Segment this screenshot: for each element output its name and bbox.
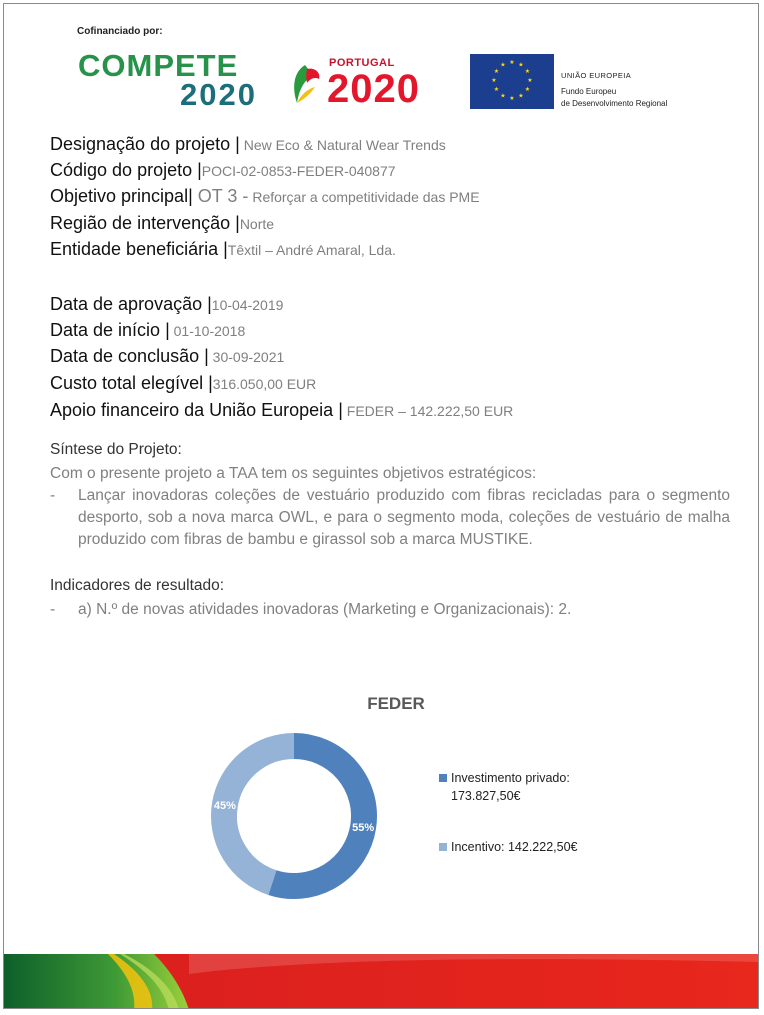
svg-text:★: ★ xyxy=(500,61,506,69)
sintese-bullet: - Lançar inovadoras coleções de vestuário produzido com fibras recicladas para o segmento desporto, sob a nova marca OWL, e para o segmento moda, coleções de vestuário de malha produzido com fibras de bambu e girassol sob a marca MUSTIKE. xyxy=(50,487,730,548)
sintese-intro: Com o presente projeto a TAA tem os seguintes objetivos estratégicos: xyxy=(50,465,537,482)
objetivo-row: Objetivo principal| OT 3 - Reforçar a competitividade das PME xyxy=(50,186,480,206)
document-page: Cofinanciado por: COMPETE 2020 PORTUGAL 2020 ★ ★ ★ ★ ★ ★ ★ ★ ★ ★ ★ ★ UNIÃO EUROPEIA Fundo Europeu de Desenvolvimento Regional Designação do projeto | New Eco & Natural Wear Trends Código do projeto |POCI-02-0853-FEDER-040877 Objetivo principal| OT 3 - Reforçar a competitividade das PME Região de intervenção |Norte Entidade beneficiária |Têxtil – André Amaral, Lda. Data de aprovação |10-04-2019 Data de início | 01-10-2018 Data de conclusão | 30-09-2021 Custo total elegível |316.050,00 EUR Apoio financeiro da União Europeia | FEDER – 142.222,50 EUR Síntese do Projeto: Com o presente projeto a TAA tem os seguintes objetivos estratégicos: - Lançar inovadoras coleções de vestuário produzido com fibras recicladas para o segmento desporto, sob a nova marca OWL, e para o segmento moda, coleções de vestuário de malha produzido com fibras de bambu e girassol sob a marca MUSTIKE. Indicadores de resultado: - a) N.º de novas atividades inovadoras (Marketing e Organizacionais): 2. FEDER 55% 45% Investimento privado: 173.827,50€ Incentivo: 142.222,50€ xyxy=(3,3,759,1009)
indicadores-item: - a) N.º de novas atividades inovadoras (Marketing e Organizacionais): 2. xyxy=(50,601,572,618)
sintese-title: Síntese do Projeto: xyxy=(50,441,182,458)
svg-text:★: ★ xyxy=(518,61,524,69)
chart-title: FEDER xyxy=(367,694,425,713)
footer-banner xyxy=(4,954,759,1009)
donut-data-label-0: 55% xyxy=(352,821,375,834)
sintese-body xyxy=(50,463,730,551)
svg-text:★: ★ xyxy=(500,92,506,100)
regiao-row: Região de intervenção |Norte xyxy=(50,213,275,233)
legend-swatch-investimento xyxy=(439,774,447,782)
svg-text:★: ★ xyxy=(491,77,497,84)
svg-text:★: ★ xyxy=(509,95,515,102)
donut-slice-0 xyxy=(272,746,364,886)
legend-swatch-incentivo xyxy=(439,843,447,851)
inicio-row: Data de início | 01-10-2018 xyxy=(50,320,246,340)
svg-text:★: ★ xyxy=(493,68,500,75)
cofinanciado-label: Cofinanciado por: xyxy=(77,26,163,37)
svg-text:★: ★ xyxy=(527,77,533,84)
svg-text:★: ★ xyxy=(518,92,524,100)
eu-label: UNIÃO EUROPEIA xyxy=(561,71,632,80)
apoio-row: Apoio financeiro da União Europeia | FEDER – 142.222,50 EUR xyxy=(50,400,514,420)
donut-chart xyxy=(194,716,394,916)
indicadores-title: Indicadores de resultado: xyxy=(50,577,225,594)
svg-text:★: ★ xyxy=(493,86,500,93)
conclusao-row: Data de conclusão | 30-09-2021 xyxy=(50,346,285,366)
designacao-row: Designação do projeto | New Eco & Natural Wear Trends xyxy=(50,134,446,154)
aprovacao-row: Data de aprovação |10-04-2019 xyxy=(50,294,284,314)
donut-data-label-1: 45% xyxy=(213,800,236,813)
custo-row: Custo total elegível |316.050,00 EUR xyxy=(50,373,317,393)
codigo-row: Código do projeto |POCI-02-0853-FEDER-040877 xyxy=(50,160,396,180)
eu-fund-line1: Fundo Europeu xyxy=(561,87,617,96)
eu-feder-logo xyxy=(470,54,668,109)
svg-text:★: ★ xyxy=(509,59,515,66)
entidade-row: Entidade beneficiária |Têxtil – André Amaral, Lda. xyxy=(50,239,396,259)
legend-item-incentivo: Incentivo: 142.222,50€ xyxy=(439,840,578,854)
portugal-emblem-icon xyxy=(289,61,325,107)
legend-item-investimento: Investimento privado: 173.827,50€ xyxy=(439,771,570,803)
donut-slice-1 xyxy=(224,746,294,883)
eu-fund-line2: de Desenvolvimento Regional xyxy=(561,99,668,108)
eu-flag-icon xyxy=(470,54,554,109)
svg-text:★: ★ xyxy=(524,86,531,93)
compete-2020-logo: COMPETE 2020 xyxy=(78,48,257,112)
svg-text:★: ★ xyxy=(524,68,531,75)
indicadores-list xyxy=(50,599,730,621)
